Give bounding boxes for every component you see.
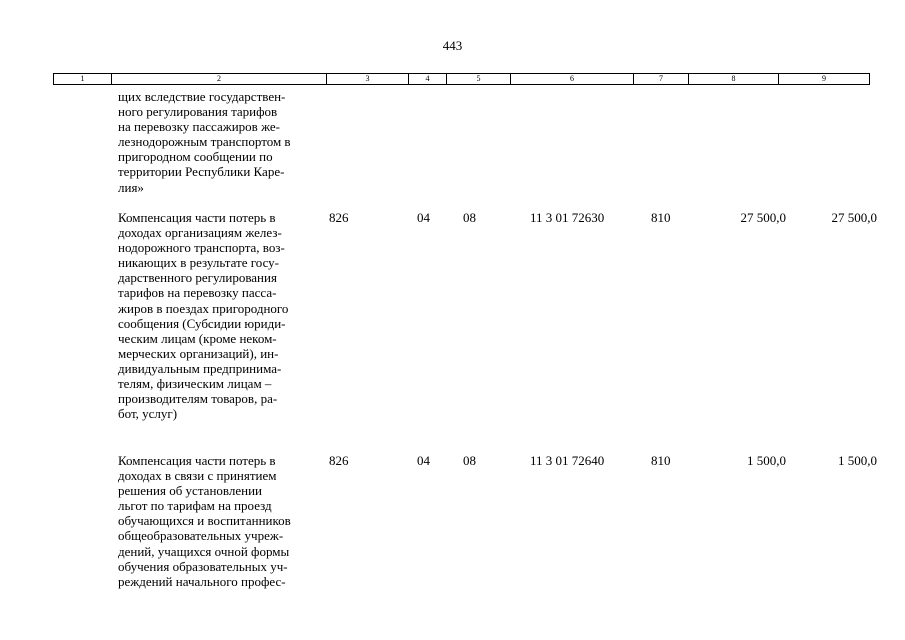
column-header-2: 2 [112, 74, 327, 84]
row-amount-total: 1 500,0 [838, 453, 877, 468]
row-description: Компенсация части потерь в доходах в связи с принятием решения об установлении льгот по тарифам на проезд обучающихся и воспитанников общеобразовательных учреж- дений, учащихся очной формы обучения образовательных уч- реждений начального профес- [118, 453, 291, 589]
column-header-7: 7 [634, 74, 689, 84]
row-admin-code: 826 [329, 210, 349, 225]
column-header-3: 3 [327, 74, 409, 84]
column-header-4: 4 [409, 74, 447, 84]
row-amount: 1 500,0 [747, 453, 786, 468]
row-subsection: 08 [463, 453, 476, 468]
row-subsection: 08 [463, 210, 476, 225]
row-target-article: 11 3 01 72630 [530, 210, 605, 225]
row-target-article: 11 3 01 72640 [530, 453, 605, 468]
row-section: 04 [417, 210, 430, 225]
row-amount: 27 500,0 [740, 210, 786, 225]
row-description: Компенсация части потерь в доходах организациям желез- нодорожного транспорта, воз- никающих в результате госу- дарственного регулирования тарифов на перевозку пасса- жиров в поездах пригородного сообщения (Субсидии юриди- ческим лицам (кроме неком- мерческих организаций), ин- дивидуальным предпринима- телям, физическим лицам – производителям товаров, ра- бот, услуг) [118, 210, 289, 422]
row-admin-code: 826 [329, 453, 349, 468]
column-header-1: 1 [54, 74, 112, 84]
row-amount-total: 27 500,0 [831, 210, 877, 225]
row-expense-type: 810 [651, 210, 671, 225]
row-expense-type: 810 [651, 453, 671, 468]
column-header-9: 9 [822, 74, 826, 83]
row-description: щих вследствие государствен- ного регулирования тарифов на перевозку пассажиров же- лезнодорожным транспортом в пригородном сообщении по территории Республики Каре- лия» [118, 89, 291, 195]
row-section: 04 [417, 453, 430, 468]
table-header [53, 73, 870, 85]
page-number: 443 [442, 38, 463, 53]
column-header-6: 6 [511, 74, 634, 84]
column-header-5: 5 [447, 74, 511, 84]
column-header-8: 8 [689, 74, 779, 84]
